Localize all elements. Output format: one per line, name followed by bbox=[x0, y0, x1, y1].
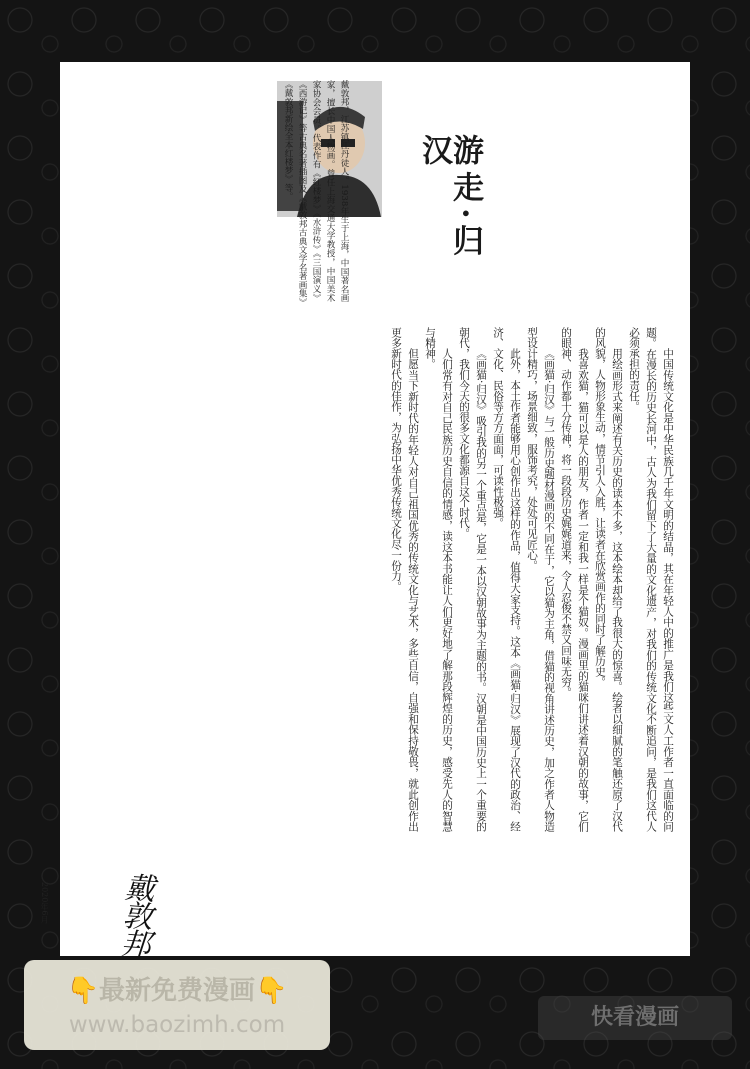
site-logo-watermark: 快看漫画 bbox=[538, 996, 732, 1040]
book-page bbox=[40, 62, 690, 958]
paragraph: 我喜欢猫，猫可以是人的朋友，作者一定和我一样是个猫奴。漫画里的猫咪们讲述着汉朝的故事，它们的眼神、动作都十分传神，将一段段历史娓娓道来，令人忍俊不禁又回味无穷。 bbox=[560, 327, 589, 832]
paragraph: 《画猫·归汉》与一般历史题材漫画的不同在于，它以猫为主角，借猫的视角讲述历史，加之作者人物造型设计精巧，场景细致，服饰考究，处处可见匠心。 bbox=[526, 327, 555, 832]
preface-body bbox=[387, 327, 676, 832]
paragraph: 但愿当下新时代的年轻人对自己祖国优秀的传统文化与艺术，多些自信，自强和保持敬畏，就此创作出更多新时代的佳作，为弘扬中华优秀传统文化尽一份力。 bbox=[390, 327, 419, 832]
author-bio: 戴敦邦，江苏镇江丹徒人。1938年生于上海，中国著名画家，擅长中国人物画。曾任上海交通大学教授，中国美术家协会会员。代表作有《红楼梦》《水浒传》《三国演义》《西游记》等古典名著插图及《戴敦邦古典文学名著画集》《戴敦邦新绘全本红楼梦》等。 bbox=[283, 80, 349, 302]
watermark-url: www.baozimh.com bbox=[68, 1012, 286, 1038]
paragraph: 人们常有对自己民族历史自信的情感，读这本书能让人们更好地了解那段辉煌的历史，感受先人的智慧与精神。 bbox=[424, 327, 453, 832]
page-title: 游走·归汉 bbox=[416, 134, 483, 262]
paragraph: 用绘画形式来阐述有关历史的读本不多，这本绘本却给了我很大的惊喜。绘者以细腻的笔触还原了汉代的风貌，人物形象生动，情节引人入胜，让读者在欣赏画作的同时了解历史。 bbox=[594, 327, 623, 832]
signature-date: 2020年6月 bbox=[40, 882, 49, 924]
paragraph: 此外，本土作者能够用心创作出这样的作品，值得大家支持。这本《画猫·归汉》展现了汉代的政治、经济、文化、民俗等方方面面，可读性极强。 bbox=[492, 327, 521, 832]
watermark-headline: 👇最新免费漫画👇 bbox=[66, 976, 288, 1006]
watermark-banner[interactable] bbox=[24, 960, 330, 1050]
author-signature: 戴敦邦 bbox=[114, 870, 155, 958]
paragraph: 中国传统文化是中华民族几千年文明的结晶，其在年轻人中的推广是我们这些文人工作者一直面临的问题。在漫长的历史长河中，古人为我们留下了大量的文化遗产，对我们的传统文化不断追问，是我们这代人必须承担的责任。 bbox=[628, 327, 674, 832]
paragraph: 《画猫·归汉》吸引我的另一个重点是，它是一本以汉朝故事为主题的书。汉朝是中国历史上一个重要的朝代，我们今天的很多文化都源自这个时代。 bbox=[458, 327, 487, 832]
